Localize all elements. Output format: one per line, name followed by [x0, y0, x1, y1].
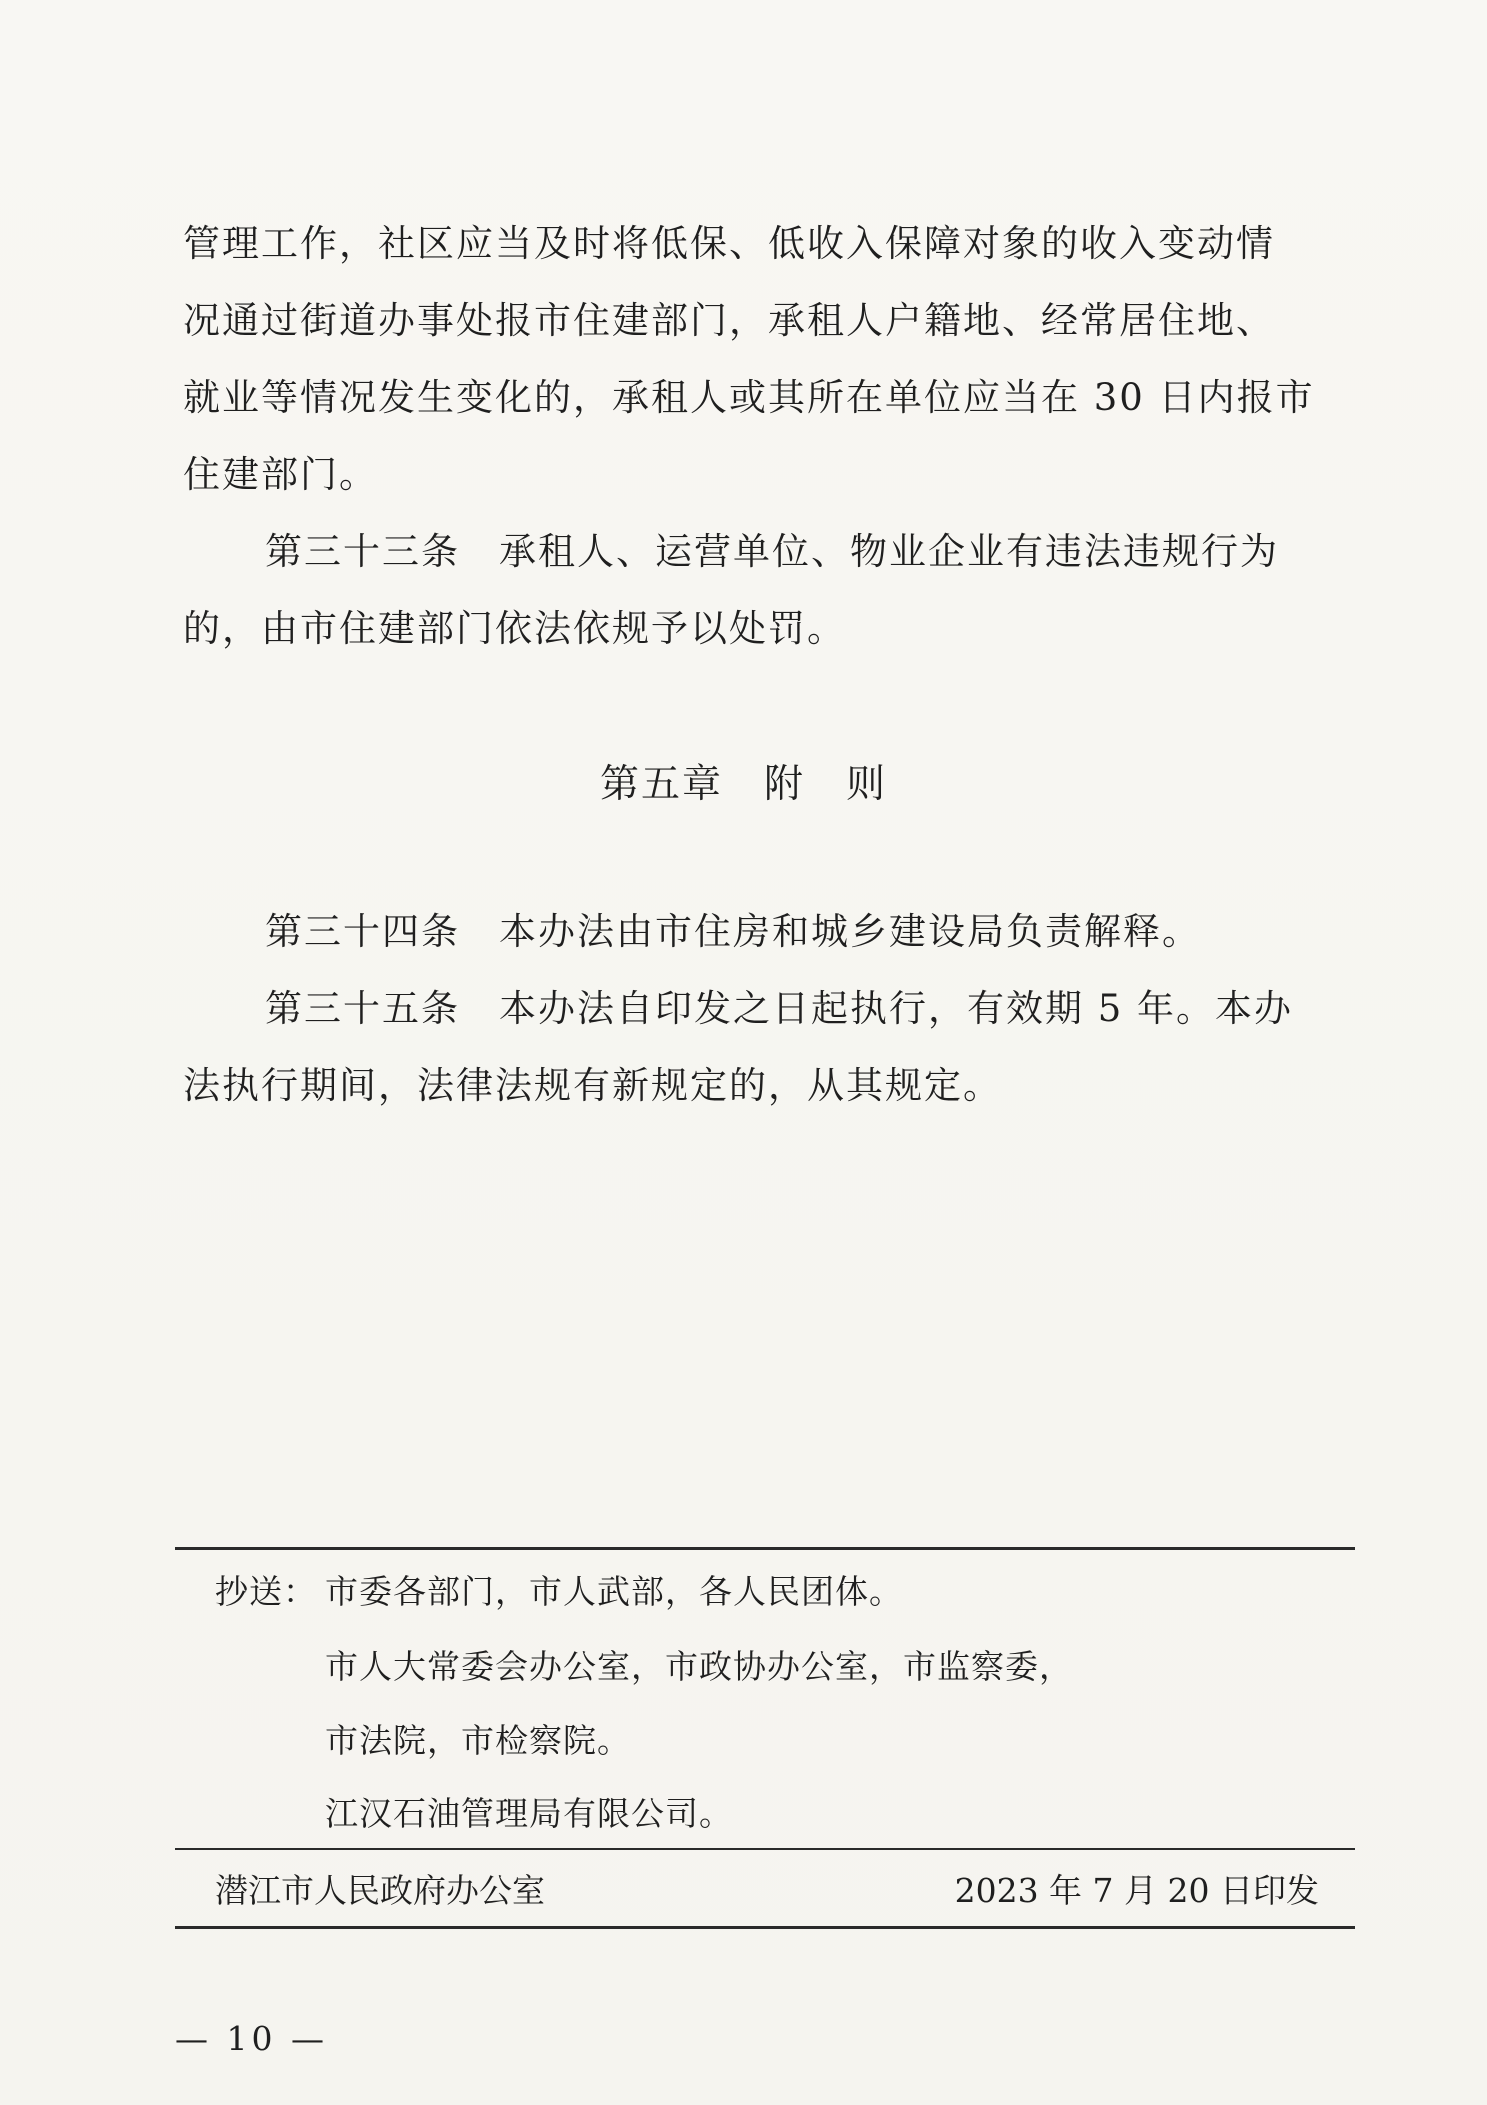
issuance-bottom-rule: [175, 1926, 1355, 1929]
article-35-line: 第三十五条 本办法自印发之日起执行，有效期 5 年。本办: [265, 987, 1294, 1030]
article-35-line: 法执行期间，法律法规有新规定的，从其规定。: [183, 1064, 1002, 1107]
paragraph-line: 况通过街道办事处报市住建部门，承租人户籍地、经常居住地、: [183, 299, 1275, 342]
paragraph-line: 就业等情况发生变化的，承租人或其所在单位应当在 30 日内报市: [183, 376, 1315, 419]
article-33-line: 第三十三条 承租人、运营单位、物业企业有违法违规行为: [265, 530, 1279, 573]
distribution-bottom-rule: [175, 1848, 1355, 1850]
page-number: — 10 —: [175, 2019, 328, 2058]
distribution-line: 江汉石油管理局有限公司。: [325, 1794, 733, 1833]
issuing-office: 潜江市人民政府办公室: [215, 1871, 545, 1910]
distribution-top-rule: [175, 1547, 1355, 1550]
chapter-heading: 第五章 附 则: [599, 762, 887, 807]
issue-date: 2023 年 7 月 20 日印发: [954, 1871, 1319, 1910]
distribution-label: 抄送：: [215, 1572, 317, 1611]
distribution-line: 市人大常委会办公室，市政协办公室，市监察委，: [325, 1647, 1073, 1686]
paragraph-line: 管理工作，社区应当及时将低保、低收入保障对象的收入变动情: [183, 222, 1275, 265]
distribution-line: 市法院，市检察院。: [325, 1721, 631, 1760]
article-33-line: 的，由市住建部门依法依规予以处罚。: [183, 607, 846, 650]
distribution-line: 市委各部门，市人武部，各人民团体。: [325, 1572, 903, 1611]
paragraph-line: 住建部门。: [183, 453, 378, 496]
article-34-line: 第三十四条 本办法由市住房和城乡建设局负责解释。: [265, 910, 1201, 953]
